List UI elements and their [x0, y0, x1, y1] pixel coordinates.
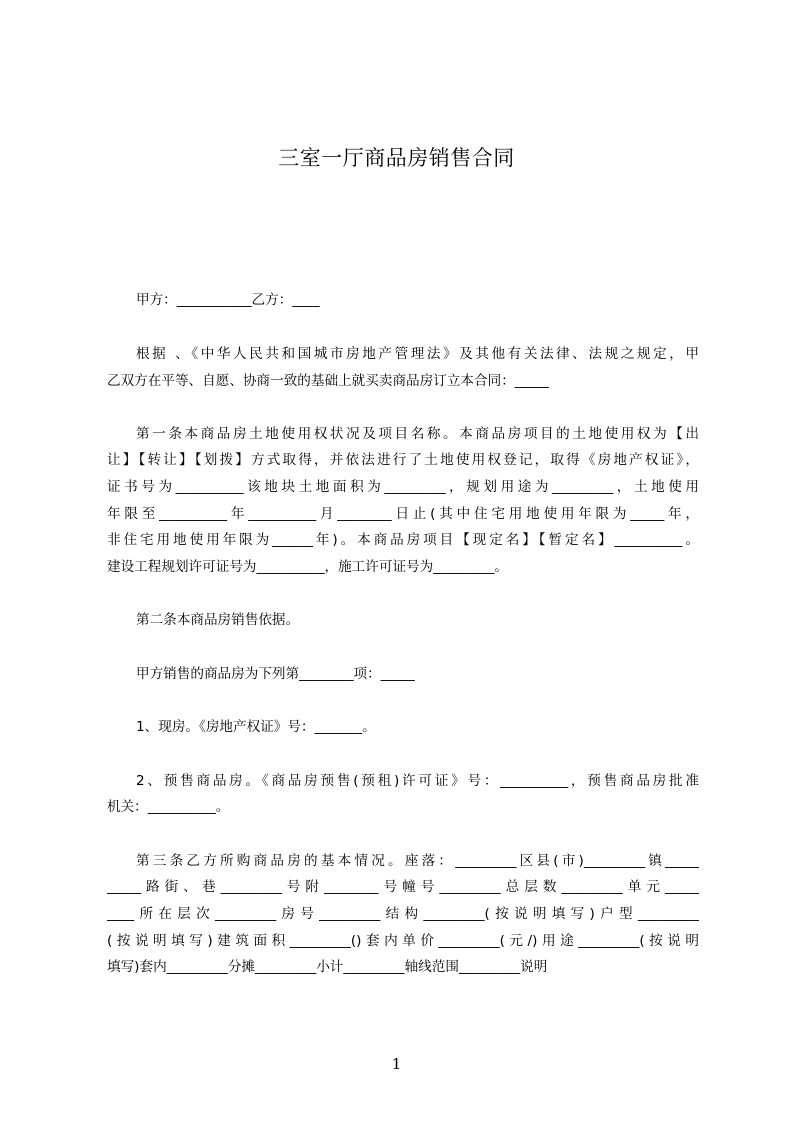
- item-2-line: 2、预售商品房。《商品房预售(预租)许可证》号：__________，预售商品房批准: [136, 773, 699, 789]
- item-2-line: 机关：__________。: [107, 799, 230, 815]
- article2-title: 第二条本商品房销售依据。: [136, 612, 300, 628]
- article3-line: (按说明填写)建筑面积_________()套内单价_________(元/)用途_________(按说明: [107, 933, 699, 949]
- article1-line: 建设工程规划许可证号为__________，施工许可证号为_________。: [107, 559, 509, 575]
- preamble-line: 根据 、《中华人民共和国城市房地产管理法》及其他有关法律、法规之规定，甲: [136, 346, 699, 362]
- article1-line: 年限至__________年__________月________日止(其中住宅用地使用年限为_____年，: [107, 506, 699, 522]
- document-title: 三室一厅商品房销售合同: [278, 146, 515, 170]
- article3-line: 第三条乙方所购商品房的基本情况。座落：_________区县(市)_________镇_____: [136, 853, 699, 869]
- article1-line: 让】【转让】【划拨】方式取得，并依法进行了土地使用权登记，取得《房地产权证》，: [107, 452, 699, 468]
- parties-line: 甲方：___________乙方：____: [136, 292, 320, 308]
- article1-line: 证书号为__________该地块土地面积为_________，规划用途为_________，土地使用: [107, 479, 699, 495]
- preamble-line: 乙双方在平等、自愿、协商一致的基础上就买卖商品房订立本合同：_____: [107, 373, 549, 389]
- article3-line: _____路街、巷_________号附________号幢号_________总层数_________单元_____: [107, 879, 699, 895]
- article3-line: 填写)套内_________分摊_________小计_________轴线范围_________说明: [107, 959, 548, 975]
- page-number: 1: [391, 1055, 402, 1073]
- article2-basis: 甲方销售的商品房为下列第________项：_____: [136, 666, 415, 682]
- article1-line: 非住宅用地使用年限为______年)。本商品房项目【现定名】【暂定名】__________。: [107, 532, 699, 548]
- article3-line: ____所在层次_________房号_________结构_________(按说明填写)户型_________: [107, 906, 699, 922]
- item-1-line: 1、现房。《房地产权证》号：_______。: [136, 719, 376, 735]
- article1-line: 第一条本商品房土地使用权状况及项目名称。本商品房项目的土地使用权为【出: [136, 426, 699, 442]
